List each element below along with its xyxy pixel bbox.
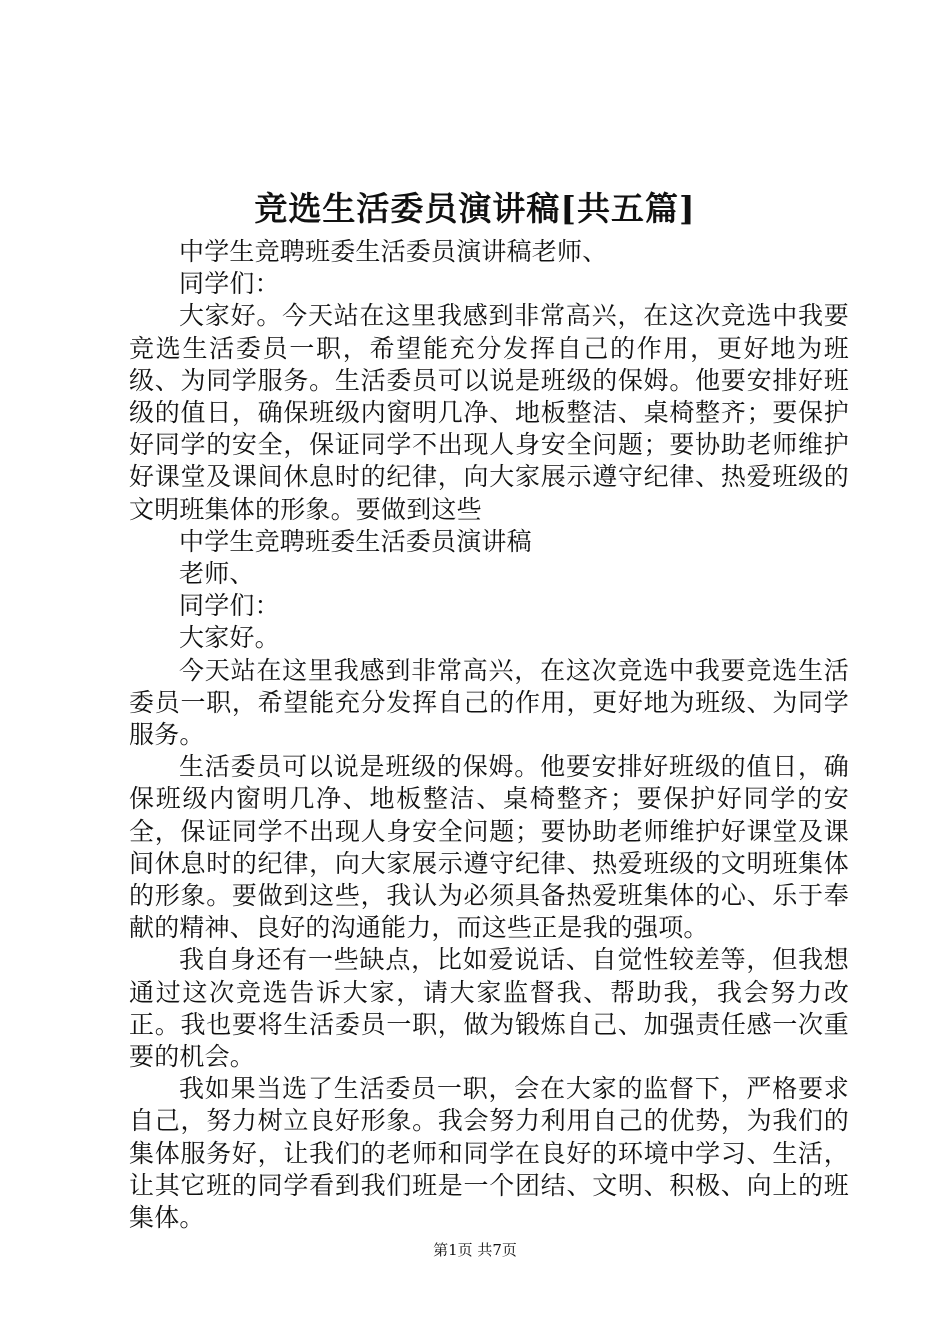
paragraph: 同学们： xyxy=(179,591,280,621)
paragraph: 同学们： xyxy=(179,269,280,299)
paragraph: 我自身还有一些缺点，比如爱说话、自觉性较差等，但我想通过这次竞选告诉大家，请大家监督我、帮助我，我会努力改正。我也要将生活委员一职，做为锻炼自己、加强责任感一次重要的机会。 xyxy=(129,945,849,1072)
document-body xyxy=(129,236,849,1234)
page-footer: 第1页 共7页 xyxy=(433,1241,517,1259)
paragraph: 生活委员可以说是班级的保姆。他要安排好班级的值日，确保班级内窗明几净、地板整洁、桌椅整齐；要保护好同学的安全，保证同学不出现人身安全问题；要协助老师维护好课堂及课间休息时的纪律，向大家展示遵守纪律、热爱班级的文明班集体的形象。要做到这些，我认为必须具备热爱班集体的心、乐于奉献的精神、良好的沟通能力，而这些正是我的强项。 xyxy=(129,752,849,943)
paragraph: 大家好。 xyxy=(179,623,280,653)
paragraph: 大家好。今天站在这里我感到非常高兴，在这次竞选中我要竞选生活委员一职，希望能充分发挥自己的作用，更好地为班级、为同学服务。生活委员可以说是班级的保姆。他要安排好班级的值日，确保班级内窗明几净、地板整洁、桌椅整齐；要保护好同学的安全，保证同学不出现人身安全问题；要协助老师维护好课堂及课间休息时的纪律，向大家展示遵守纪律、热爱班级的文明班集体的形象。要做到这些 xyxy=(129,301,849,524)
paragraph: 老师、 xyxy=(179,559,255,589)
paragraph: 中学生竞聘班委生活委员演讲稿 xyxy=(179,526,532,556)
document-title: 竞选生活委员演讲稿[共五篇] xyxy=(254,189,696,228)
paragraph: 今天站在这里我感到非常高兴，在这次竞选中我要竞选生活委员一职，希望能充分发挥自己的作用，更好地为班级、为同学服务。 xyxy=(129,655,849,750)
paragraph: 我如果当选了生活委员一职，会在大家的监督下，严格要求自己，努力树立良好形象。我会努力利用自己的优势，为我们的集体服务好，让我们的老师和同学在良好的环境中学习、生活，让其它班的同学看到我们班是一个团结、文明、积极、向上的班集体。 xyxy=(129,1074,849,1233)
paragraph: 中学生竞聘班委生活委员演讲稿老师、 xyxy=(179,237,608,266)
